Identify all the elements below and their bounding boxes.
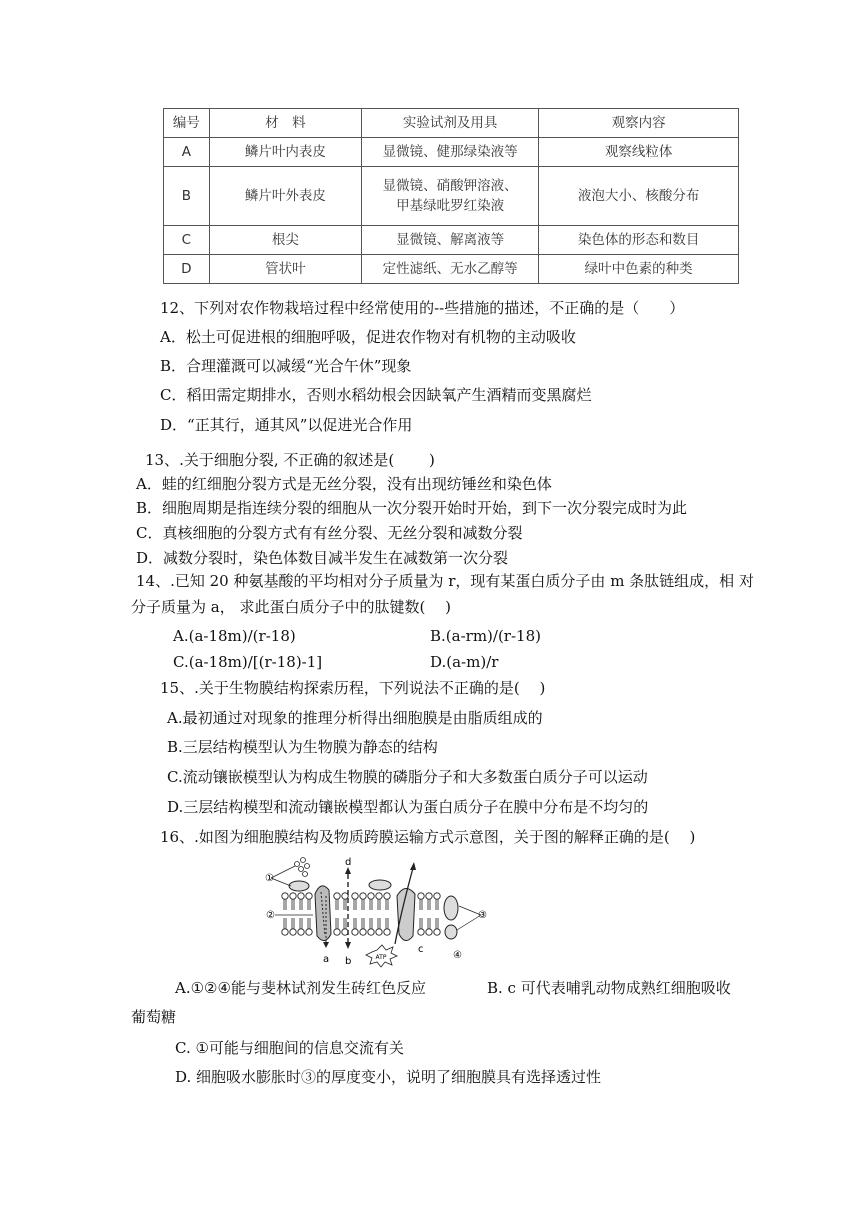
q15-option-d: D.三层结构模型和流动镶嵌模型都认为蛋白质分子在膜中分布是不均匀的: [167, 798, 649, 816]
atp-label: ATP: [375, 954, 387, 961]
cell-reagent: 显微镜、健那绿染液等: [362, 138, 539, 167]
q13-option-a: A．蛙的红细胞分裂方式是无丝分裂，没有出现纺锤丝和染色体: [136, 475, 552, 493]
cell-material: 鳞片叶外表皮: [209, 167, 361, 226]
cell-observe: 液泡大小、核酸分布: [539, 167, 739, 226]
cell-material: 根尖: [209, 226, 361, 255]
cell-id: B: [164, 167, 210, 226]
cell-observe: 绿叶中色素的种类: [539, 255, 739, 284]
q14-option-c: C.(a-18m)/[(r-18)-1]: [173, 653, 323, 671]
label-4: ④: [453, 950, 462, 961]
q14-option-d: D.(a-m)/r: [430, 653, 499, 671]
cell-id: A: [164, 138, 210, 167]
arrowhead-d: [345, 867, 351, 874]
arrowhead-b: [345, 942, 351, 949]
table-header-row: [164, 109, 739, 138]
cell-membrane-diagram: [255, 852, 495, 972]
q15-option-b: B.三层结构模型认为生物膜为静态的结构: [167, 738, 438, 756]
q13-stem: 13、.关于细胞分裂, 不正确的叙述是( ): [145, 451, 435, 469]
label-d: d: [345, 857, 352, 868]
table-row: [164, 226, 739, 255]
q16-option-d: D. 细胞吸水膨胀时③的厚度变小，说明了细胞膜具有选择透过性: [175, 1068, 602, 1086]
cell-id: C: [164, 226, 210, 255]
q16-option-a: A.①②④能与斐林试剂发生砖红色反应: [175, 979, 426, 997]
arrowhead-c: [410, 862, 416, 870]
experiment-table: [163, 108, 739, 284]
q13-option-b: B．细胞周期是指连续分裂的细胞从一次分裂开始时开始，到下一次分裂完成时为此: [136, 499, 688, 517]
header-cell: 观察内容: [539, 109, 739, 138]
q14-stem-line1: 14、.已知 20 种氨基酸的平均相对分子质量为 r，现有某蛋白质分子由 m 条肽链组成，相 对: [136, 572, 754, 590]
q13-option-c: C．真核细胞的分裂方式有有丝分裂、无丝分裂和减数分裂: [136, 524, 523, 542]
label-c: c: [418, 944, 424, 955]
glycoprotein: [289, 881, 309, 891]
pointer-1: [271, 866, 295, 878]
q14-option-b: B.(a-rm)/(r-18): [430, 627, 541, 645]
label-b: b: [345, 956, 352, 967]
q12-option-b: B．合理灌溉可以减缓“光合午休”现象: [160, 357, 412, 375]
cell-observe: 观察线粒体: [539, 138, 739, 167]
label-2: ②: [266, 910, 275, 921]
table-row: [164, 167, 739, 226]
cell-material: 管状叶: [209, 255, 361, 284]
q14-stem-line2: 分子质量为 a， 求此蛋白质分子中的肽键数( ): [131, 598, 451, 616]
label-3: ③: [478, 910, 487, 921]
cell-reagent: 定性滤纸、无水乙醇等: [362, 255, 539, 284]
reagent-line: 甲基绿吡罗红染液: [396, 198, 505, 214]
table-row: [164, 255, 739, 284]
label-1: ①: [265, 873, 274, 884]
header-cell: 编号: [164, 109, 210, 138]
q15-stem: 15、.关于生物膜结构探索历程，下列说法不正确的是( ): [160, 679, 546, 697]
q14-option-a: A.(a-18m)/(r-18): [173, 627, 296, 645]
q12-option-a: A．松土可促进根的细胞呼吸，促进农作物对有机物的主动吸收: [160, 328, 576, 346]
q16-option-b: B. c 可代表哺乳动物成熟红细胞吸收: [487, 979, 731, 997]
q15-option-a: A.最初通过对现象的推理分析得出细胞膜是由脂质组成的: [167, 709, 543, 727]
q12-option-d: D．“正其行，通其风”以促进光合作用: [160, 416, 413, 434]
header-cell: 实验试剂及用具: [362, 109, 539, 138]
q15-option-c: C.流动镶嵌模型认为构成生物膜的磷脂分子和大多数蛋白质分子可以运动: [167, 768, 648, 786]
protein-4: [445, 925, 457, 939]
q12-stem: 12、下列对农作物栽培过程中经常使用的--些措施的描述，不正确的是（ ）: [160, 299, 685, 317]
protein-3: [444, 896, 458, 920]
cell-id: D: [164, 255, 210, 284]
cell-material: 鳞片叶内表皮: [209, 138, 361, 167]
pointer-1b: [271, 878, 291, 886]
cell-observe: 染色体的形态和数目: [539, 226, 739, 255]
sugar-chain: [295, 858, 310, 877]
cell-reagent: 显微镜、解离液等: [362, 226, 539, 255]
q13-option-d: D．减数分裂时，染色体数目减半发生在减数第一次分裂: [136, 549, 509, 567]
cell-reagent: [362, 167, 539, 226]
reagent-line: 显微镜、硝酸钾溶液、: [382, 178, 518, 194]
phospholipid-bilayer: [282, 893, 440, 935]
q16-option-c: C. ①可能与细胞间的信息交流有关: [175, 1039, 404, 1057]
q16-stem: 16、.如图为细胞膜结构及物质跨膜运输方式示意图，关于图的解释正确的是( ): [160, 828, 696, 846]
table-row: [164, 138, 739, 167]
label-a: a: [323, 954, 330, 965]
q16-option-b-continued: 葡萄糖: [131, 1008, 177, 1026]
header-cell: 材 料: [209, 109, 361, 138]
surface-protein: [369, 880, 391, 890]
arrowhead-a: [323, 942, 329, 948]
q12-option-c: C．稻田需定期排水，否则水稻幼根会因缺氧产生酒精而变黑腐烂: [160, 386, 592, 404]
